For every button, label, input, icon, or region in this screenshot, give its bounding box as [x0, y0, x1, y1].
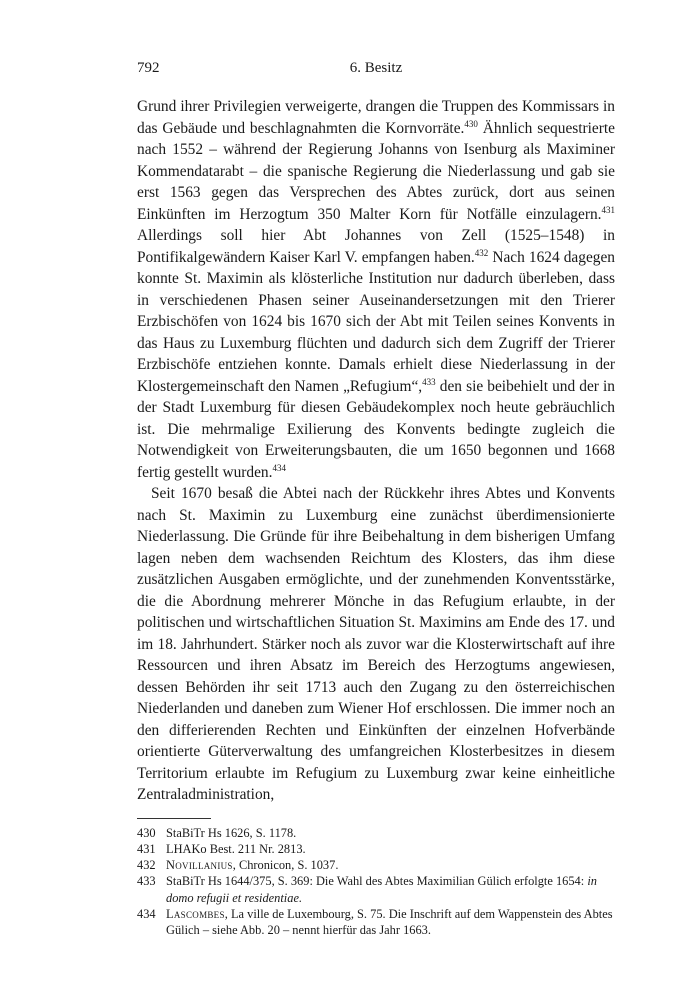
footnote-430: [137, 825, 615, 841]
book-page: [137, 60, 615, 939]
footnote-431: [137, 841, 615, 857]
text-run: Allerdings soll hier Abt Johannes von Zell (1525–1548) in Pontifikalgewändern Kaiser Karl V. empfangen haben.: [137, 227, 615, 266]
footnote-reference: 430: [464, 118, 478, 129]
footnote-number: 432: [137, 858, 156, 873]
footnote-divider: [137, 818, 211, 819]
text-run: Ähnlich sequestrierte nach 1552 – während der Regierung Johanns von Isenburg als Maximiner Kommendatarabt – die spanische Regierung die Niederlassung und gab sie erst 1563 gegen das Versprechen des Abtes zurück, dort aus seinen Einkünften im Herzogtum 350 Malter Korn für Notfälle einzulagern.: [137, 119, 616, 223]
author-name: Novillanius: [166, 858, 233, 873]
paragraph-1: [137, 96, 615, 483]
footnote-text: [166, 857, 615, 873]
footnote-text: [166, 873, 615, 906]
text-run: Grund ihrer Privilegien verweigerte, drangen die Truppen des Kommissars in das Gebäude und beschlagnahmten die Kornvorräte.: [137, 98, 615, 137]
running-head: [137, 60, 615, 82]
footnote-434: [137, 906, 615, 939]
footnote-reference: 433: [422, 376, 436, 387]
text-run: Seit 1670 besaß die Abtei nach der Rückkehr ihres Abtes und Konvents nach St. Maximin zu Luxemburg eine zunächst überdimensionierte Niederlassung. Die Gründe für ihre Beibehaltung in dem bisherigen Umfang lagen neben dem wachsenden Reichtum des Klosters, das ihm diese zusätzlichen Ausgaben ermöglichte, und der zunehmenden Konventsstärke, die die Abordnung mehrerer Mönche in das Refugium erlaubte, in der politischen und wirtschaftlichen Situation St. Maximins am Ende des 17. und im 18. Jahrhundert. Stärker noch als zuvor war die Klosterwirtschaft auf ihre Ressourcen und ihren Absatz im Bereich des Herzogtums angewiesen, dessen Behörden ihr seit 1713 auch den Zugang zu den österreichischen Niederlanden und daneben zum Wiener Hof erschlossen. Die immer noch an den differierenden Rechten und Einkünften der einzelnen Hofverbände orientierte Güterverwaltung des umfangreichen Klosterbesitzes in diesem Territorium erlaubte im Refugium zu Luxemburg zwar keine einheitliche Zentraladministration,: [137, 485, 615, 803]
footnote-433: [137, 873, 615, 906]
footnote-text: [166, 825, 615, 841]
author-name: Lascombes: [166, 906, 225, 921]
footnote-reference: 434: [272, 462, 286, 473]
text-run: StaBiTr Hs 1626, S. 1178.: [166, 825, 297, 840]
text-run: , La ville de Luxembourg, S. 75. Die Inschrift auf dem Wappenstein des Abtes Gülich – siehe Abb. 20 – nennt hierfür das Jahr 1663.: [166, 906, 613, 938]
footnote-number: 430: [137, 825, 156, 840]
paragraph-2: [137, 483, 615, 806]
page-number: 792: [137, 60, 160, 76]
chapter-title: 6. Besitz: [349, 60, 403, 76]
body-text: [137, 96, 615, 806]
text-run: LHAKo Best. 211 Nr. 2813.: [166, 841, 306, 856]
text-run: den sie beibehielt und der in der Stadt Luxemburg für diesen Gebäudekomplex noch heute gebräuchlich ist. Die mehrmalige Exilierung des Konvents bedingte zugleich die Notwendigkeit von Erweiterungsbauten, die um 1650 begonnen und 1668 fertig gestellt wurden.: [137, 377, 615, 481]
footnote-text: [166, 841, 615, 857]
footnote-reference: 432: [474, 247, 489, 258]
footnote-reference: 431: [601, 204, 615, 215]
footnote-432: [137, 857, 615, 873]
footnote-number: 434: [137, 906, 156, 921]
footnote-text: [166, 906, 615, 939]
footnotes: [137, 825, 615, 939]
text-run: StaBiTr Hs 1644/375, S. 369: Die Wahl des Abtes Maximilian Gülich erfolgte 1654:: [166, 874, 588, 889]
text-run: Nach 1624 dagegen konnte St. Maximin als klösterliche Institution nur dadurch überleben, dass in verschiedenen Phasen seiner Auseinandersetzungen mit den Trierer Erzbischöfen von 1624 bis 1670 sich der Abt mit Teilen seines Konvents in das Haus zu Luxemburg flüchten und dadurch sich dem Zugriff der Trierer Erzbischöfe entziehen konnte. Damals erhielt diese Niederlassung in der Klostergemeinschaft den Namen „Refugium“,: [137, 248, 616, 395]
footnote-number: 431: [137, 841, 156, 856]
footnote-number: 433: [137, 874, 156, 889]
italic-quote: in domo refugii et residentiae.: [166, 874, 597, 905]
text-run: , Chronicon, S. 1037.: [232, 858, 339, 873]
